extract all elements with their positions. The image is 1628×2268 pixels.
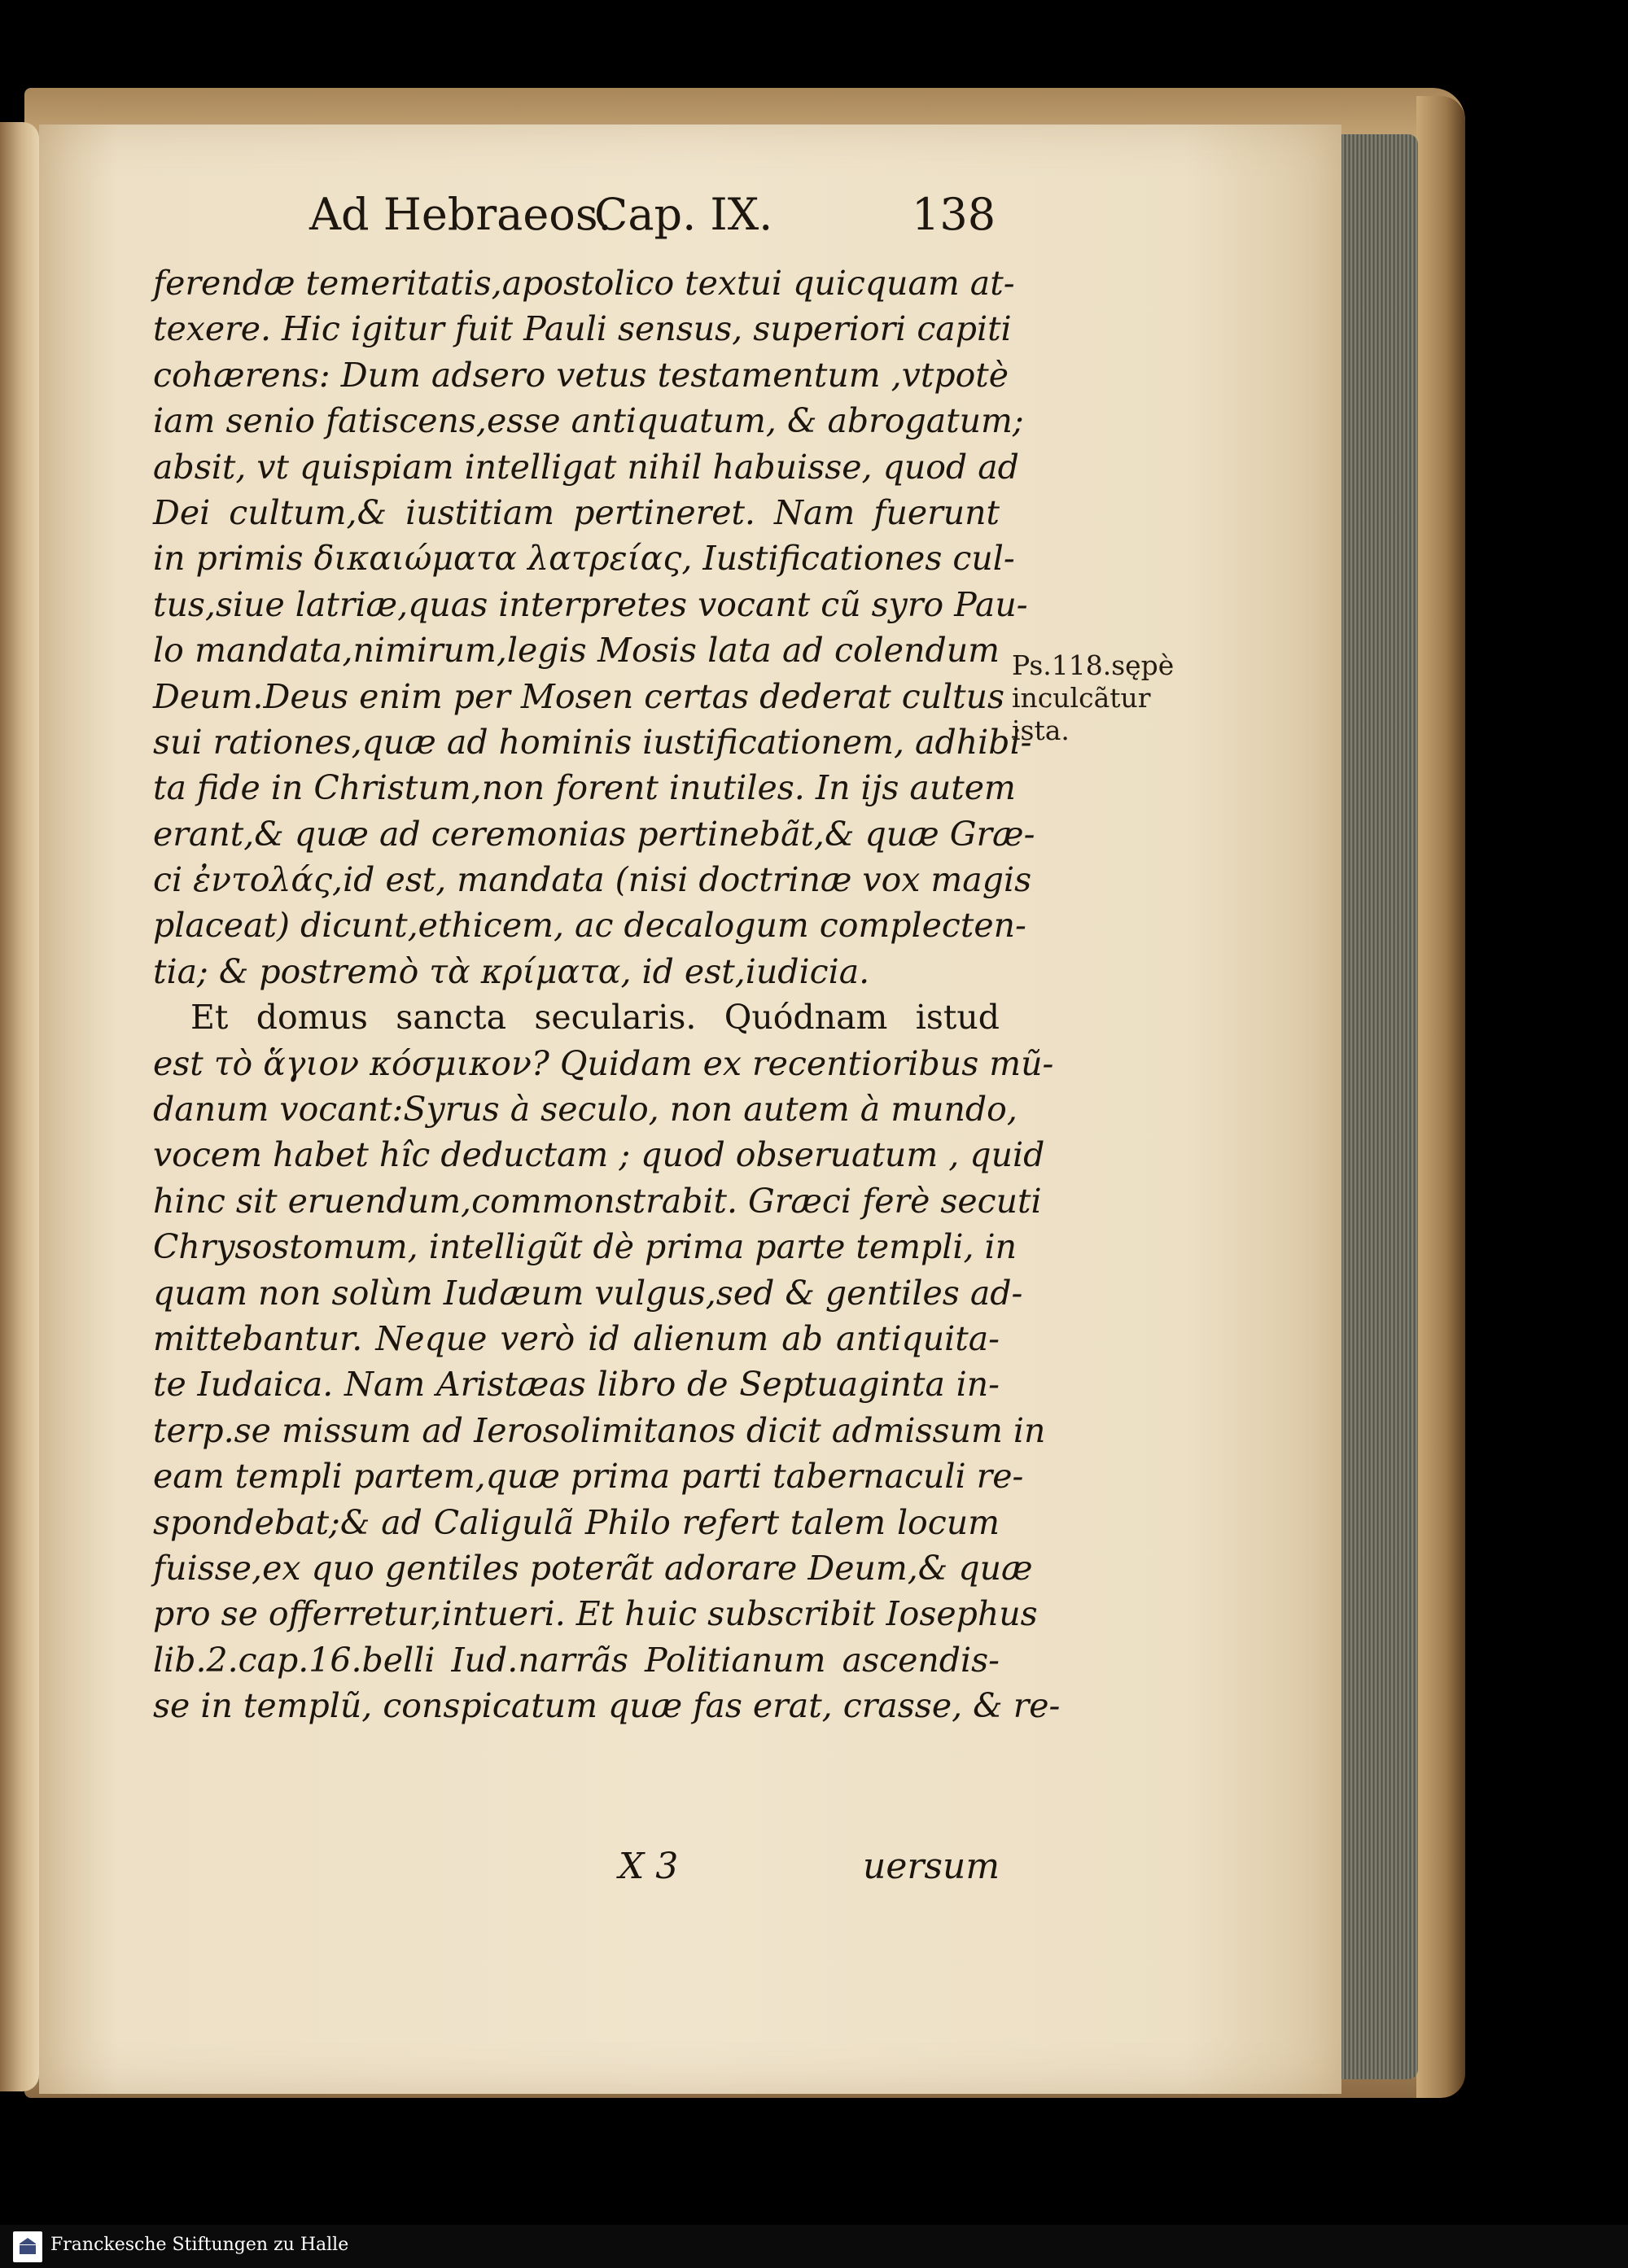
facing-page-edge [0,122,39,2091]
text-line: se in templũ, conspicatum quæ fas erat, crasse, & re- [153,1686,1061,1726]
text-line: hinc sit eruendum,commonstrabit. Græci ferè secuti [153,1181,1042,1221]
text-line: pro se offerretur,intueri. Et huic subscribit Iosephus [153,1594,1038,1634]
text-line: texere. Hic igitur fuit Pauli sensus, superiori capiti [153,309,1012,349]
margin-note-line: Ps.118.sępè [1012,649,1175,681]
page-number: 138 [912,189,996,240]
text-line: danum vocant:Syrus à seculo, non autem à mundo, [153,1090,1017,1130]
text-line: quam non solùm Iudæum vulgus,sed & gentiles ad- [153,1273,1023,1313]
margin-note-line: inculcãtur [1012,682,1151,714]
text-line: est τὸ ἅγιον κόσμικον? Quidam ex recentioribus mũ- [153,1043,1054,1083]
running-head-chapter: Cap. IX. [594,189,773,240]
text-line: terp.se missum ad Ierosolimitanos dicit admissum in [153,1410,1046,1450]
text-line: iam senio fatiscens,esse antiquatum, & abrogatum; [153,401,1024,441]
text-line: lib.2.cap.16.belli Iud.narrãs Politianum ascendis- [153,1640,1000,1680]
text-line: lo mandata,nimirum,legis Mosis lata ad colendum [153,631,1000,671]
signature-mark: X 3 [619,1846,679,1887]
footer-bar [0,2225,1628,2268]
text-line: Deum.Deus enim per Mosen certas dederat cultus [153,676,1005,716]
catchword-line [619,1846,1009,1894]
text-line: tia; & postremò τὰ κρίματα, id est,iudicia. [153,951,870,991]
text-line: absit, vt quispiam intelligat nihil habuisse, quod ad [153,447,1019,487]
cover-edge [1416,96,1465,2098]
text-line: eam templi partem,quæ prima parti tabernaculi re- [153,1457,1024,1497]
margin-note [1012,649,1199,747]
text-line: sui rationes,quæ ad hominis iustificationem, adhibi- [153,722,1032,762]
text-line: ci ἐντολάς,id est, mandata (nisi doctrinæ vox magis [153,860,1032,900]
text-line: ferendæ temeritatis,apostolico textui quicquam at- [153,264,1015,303]
text-line: placeat) dicunt,ethicem, ac decalogum complecten- [153,906,1026,946]
text-line: vocem habet hîc deductam ; quod obseruatum , quid [153,1135,1045,1175]
text-line: tus,siue latriæ,quas interpretes vocant cũ syro Pau- [153,584,1028,624]
text-line: fuisse,ex quo gentiles poterãt adorare Deum,& quæ [153,1548,1033,1588]
text-line: cohærens: Dum adsero vetus testamentum ,vtpotè [153,355,1009,395]
margin-note-line: ista. [1012,714,1070,746]
text-line: spondebat;& ad Caligulã Philo refert talem locum [153,1502,1000,1542]
text-line: te Iudaica. Nam Aristæas libro de Septuaginta in- [153,1365,1000,1405]
running-head [309,189,996,254]
institution-name: Franckesche Stiftungen zu Halle [50,2235,349,2255]
lemma-line: Et domus sancta secularis. Quódnam istud [190,998,1000,1038]
catchword: uersum [863,1846,1000,1887]
text-line: Chrysostomum, intelligũt dè prima parte templi, in [153,1227,1017,1267]
text-line: in primis δικαιώματα λατρείας, Iustificationes cul- [153,539,1015,579]
text-line: ta fide in Christum,non forent inutiles. In ijs autem [153,768,1016,808]
text-line: mittebantur. Neque verò id alienum ab antiquita- [153,1318,1000,1358]
text-line: erant,& quæ ad ceremonias pertinebãt,& quæ Græ- [153,814,1035,854]
institution-logo-icon [13,2231,42,2262]
text-line: Dei cultum,& iustitiam pertineret. Nam fuerunt [153,492,1000,532]
running-head-title: Ad Hebraeos. [309,189,612,240]
